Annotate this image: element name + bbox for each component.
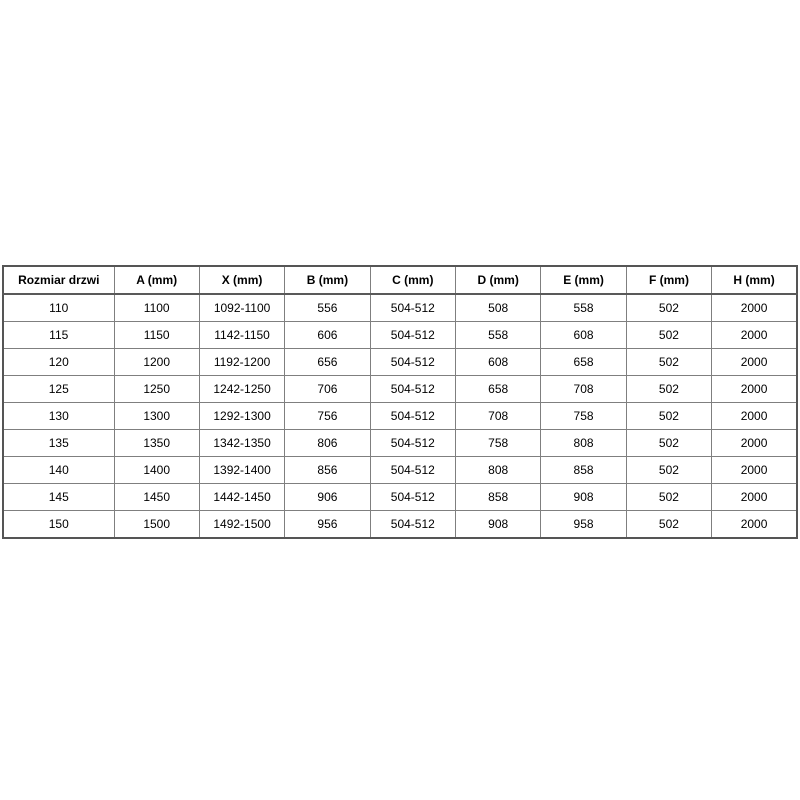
header-x-mm: X (mm) [199,266,284,294]
table-cell: 858 [541,457,626,484]
table-cell: 556 [285,294,370,322]
header-c-mm: C (mm) [370,266,455,294]
table-cell: 1192-1200 [199,349,284,376]
table-row [3,294,797,322]
table-row [3,457,797,484]
table-cell: 608 [456,349,541,376]
table-cell: 858 [456,484,541,511]
table-cell: 1350 [114,430,199,457]
table-cell: 502 [626,349,711,376]
table-cell: 708 [541,376,626,403]
table-cell: 502 [626,511,711,539]
table-cell: 125 [3,376,114,403]
header-d-mm: D (mm) [456,266,541,294]
table-cell: 1342-1350 [199,430,284,457]
table-cell: 1200 [114,349,199,376]
table-cell: 658 [456,376,541,403]
table-cell: 808 [456,457,541,484]
table-cell: 130 [3,403,114,430]
table-cell: 140 [3,457,114,484]
table-cell: 658 [541,349,626,376]
table-cell: 120 [3,349,114,376]
table-cell: 1250 [114,376,199,403]
table-cell: 504-512 [370,403,455,430]
table-cell: 135 [3,430,114,457]
table-cell: 1450 [114,484,199,511]
table-cell: 504-512 [370,294,455,322]
table-row [3,484,797,511]
header-b-mm: B (mm) [285,266,370,294]
table-cell: 504-512 [370,511,455,539]
table-cell: 1142-1150 [199,322,284,349]
table-cell: 706 [285,376,370,403]
table-cell: 504-512 [370,376,455,403]
table-cell: 504-512 [370,430,455,457]
table-body [3,294,797,538]
table-cell: 1150 [114,322,199,349]
table-cell: 758 [456,430,541,457]
table-cell: 508 [456,294,541,322]
table-cell: 758 [541,403,626,430]
table-cell: 504-512 [370,322,455,349]
table-cell: 1500 [114,511,199,539]
table-cell: 2000 [712,403,797,430]
table-cell: 2000 [712,484,797,511]
table-cell: 558 [456,322,541,349]
table-cell: 1092-1100 [199,294,284,322]
table-cell: 2000 [712,457,797,484]
table-cell: 502 [626,322,711,349]
table-row [3,376,797,403]
header-f-mm: F (mm) [626,266,711,294]
table-cell: 2000 [712,349,797,376]
table-cell: 502 [626,457,711,484]
table-cell: 110 [3,294,114,322]
table-cell: 1100 [114,294,199,322]
table-cell: 504-512 [370,457,455,484]
table-cell: 502 [626,376,711,403]
table-row [3,403,797,430]
table-cell: 806 [285,430,370,457]
table-cell: 958 [541,511,626,539]
table-cell: 504-512 [370,349,455,376]
table-row [3,511,797,539]
table-cell: 606 [285,322,370,349]
table-cell: 756 [285,403,370,430]
table-cell: 608 [541,322,626,349]
door-size-table [2,265,798,539]
header-e-mm: E (mm) [541,266,626,294]
door-size-table-container [2,265,798,539]
table-cell: 558 [541,294,626,322]
table-cell: 145 [3,484,114,511]
table-cell: 2000 [712,376,797,403]
table-cell: 502 [626,430,711,457]
table-cell: 150 [3,511,114,539]
table-cell: 502 [626,484,711,511]
table-cell: 1292-1300 [199,403,284,430]
table-cell: 856 [285,457,370,484]
table-cell: 1492-1500 [199,511,284,539]
table-cell: 502 [626,403,711,430]
table-cell: 2000 [712,322,797,349]
table-cell: 115 [3,322,114,349]
table-cell: 504-512 [370,484,455,511]
table-cell: 1300 [114,403,199,430]
header-row [3,266,797,294]
table-row [3,349,797,376]
table-cell: 1392-1400 [199,457,284,484]
table-cell: 1442-1450 [199,484,284,511]
table-cell: 906 [285,484,370,511]
table-cell: 956 [285,511,370,539]
table-cell: 2000 [712,511,797,539]
table-cell: 1242-1250 [199,376,284,403]
header-rozmiar-drzwi: Rozmiar drzwi [3,266,114,294]
table-cell: 808 [541,430,626,457]
header-h-mm: H (mm) [712,266,797,294]
header-a-mm: A (mm) [114,266,199,294]
table-cell: 908 [541,484,626,511]
table-cell: 2000 [712,294,797,322]
table-cell: 502 [626,294,711,322]
table-cell: 656 [285,349,370,376]
table-row [3,430,797,457]
table-cell: 2000 [712,430,797,457]
table-row [3,322,797,349]
table-cell: 708 [456,403,541,430]
table-cell: 908 [456,511,541,539]
table-cell: 1400 [114,457,199,484]
